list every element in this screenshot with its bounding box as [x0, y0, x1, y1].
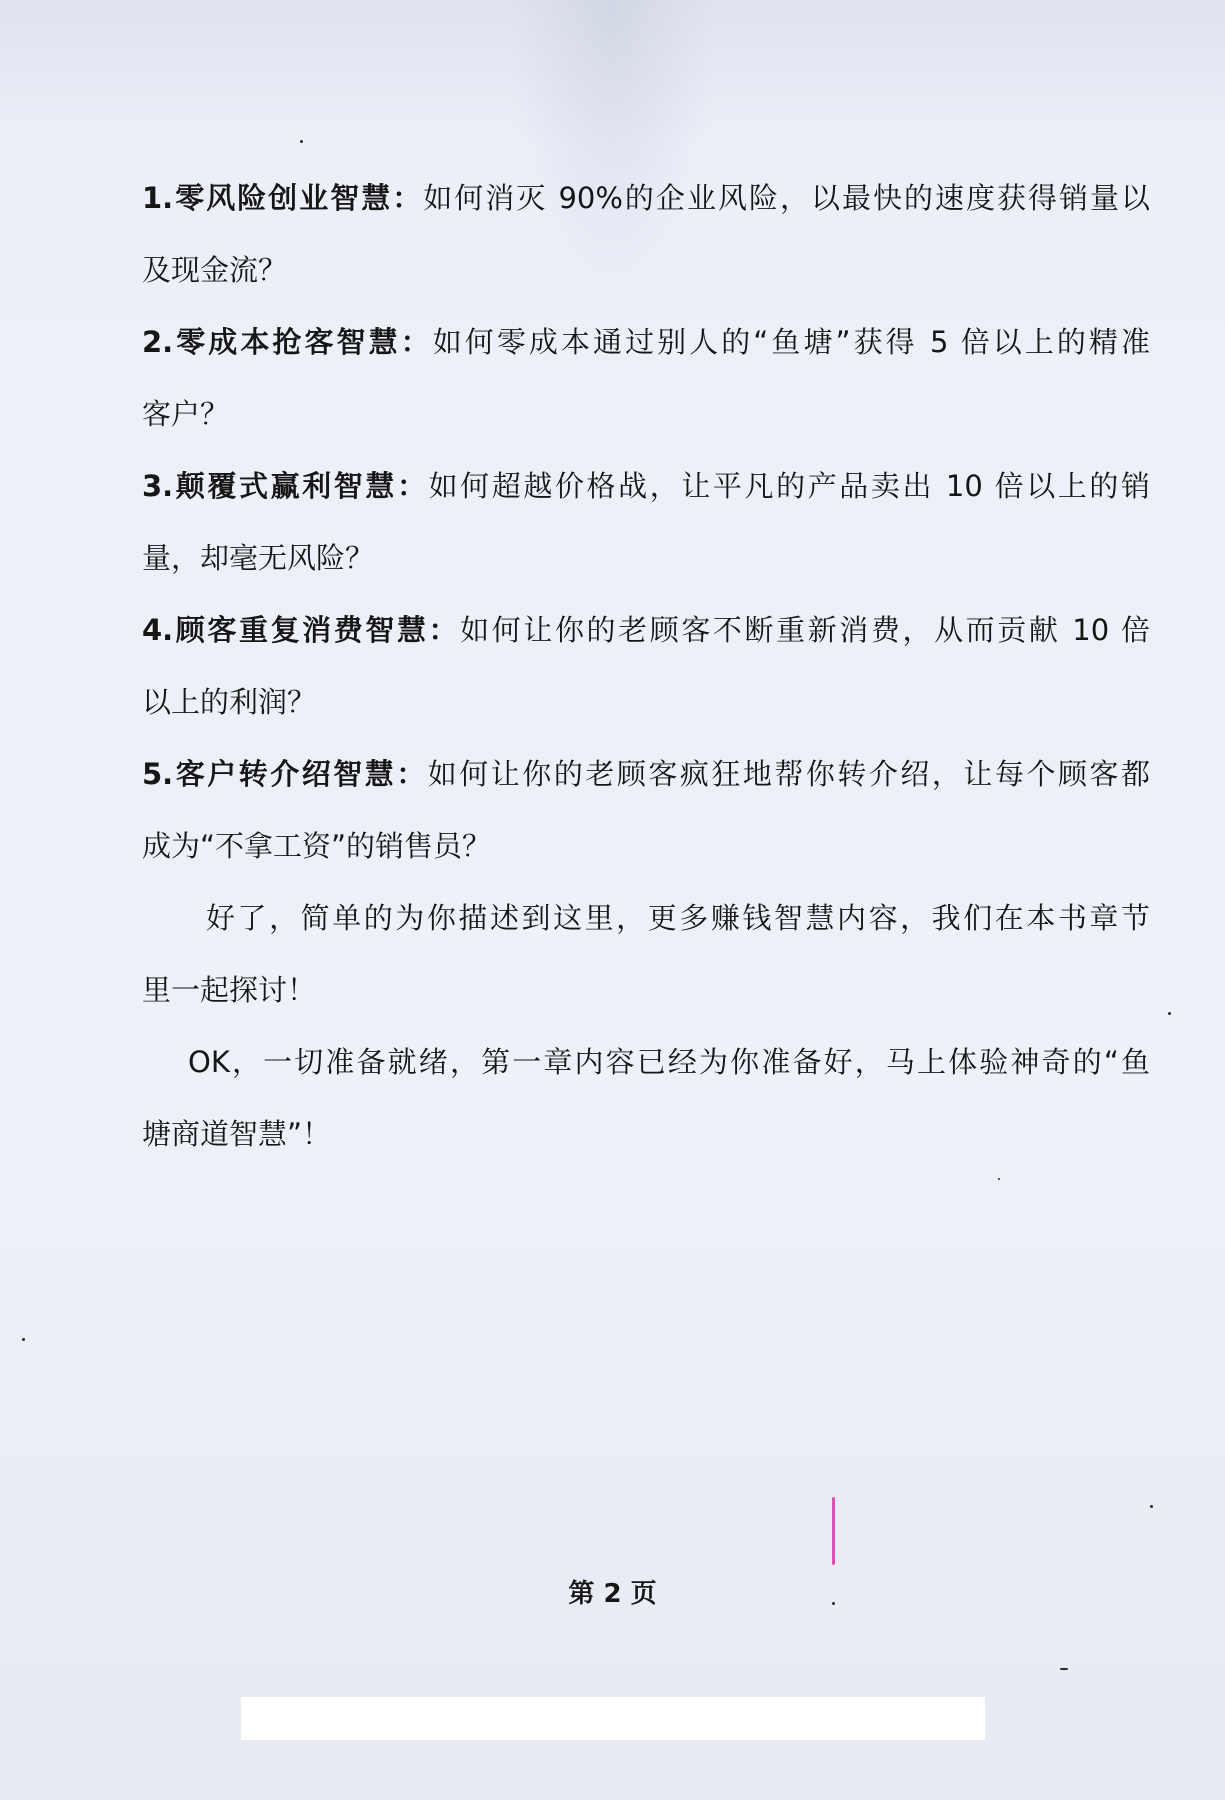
item-5-line-2: 成为“不拿工资”的销售员？ — [142, 829, 492, 863]
scan-speck — [832, 1602, 835, 1605]
pink-pen-mark — [832, 1497, 835, 1565]
item-2-text: 如何零成本通过别人的“鱼塘”获得 5 倍以上的精准 — [432, 325, 1150, 359]
paragraph-1-line-1: 好了，简单的为你描述到这里，更多赚钱智慧内容，我们在本书章节 — [206, 901, 1150, 935]
item-1-text: 如何消灭 90%的企业风险，以最快的速度获得销量以 — [423, 181, 1150, 215]
item-5-heading: 5.客户转介绍智慧： — [142, 757, 428, 791]
item-4-line-2: 以上的利润？ — [142, 685, 317, 719]
paragraph-2-line-2: 塘商道智慧”！ — [142, 1117, 332, 1151]
paragraph-2-line-1: OK，一切准备就绪，第一章内容已经为你准备好，马上体验神奇的“鱼 — [188, 1045, 1150, 1079]
item-4-line-1 — [142, 600, 1150, 672]
item-1-line-2: 及现金流？ — [142, 253, 288, 287]
item-5-text: 如何让你的老顾客疯狂地帮你转介绍，让每个顾客都 — [427, 757, 1150, 791]
page-body — [142, 168, 1150, 1176]
item-4-heading: 4.顾客重复消费智慧： — [142, 613, 461, 647]
item-2-heading: 2.零成本抢客智慧： — [142, 325, 433, 359]
scan-speck — [22, 1338, 25, 1341]
scan-speck — [998, 1178, 1000, 1180]
scan-speck — [1060, 1668, 1068, 1670]
item-3-line-2: 量，却毫无风险？ — [142, 541, 375, 575]
item-3-line-1 — [142, 456, 1150, 528]
item-2-line-2: 客户？ — [142, 397, 230, 431]
item-1-line-1 — [142, 168, 1150, 240]
item-4-text: 如何让你的老顾客不断重新消费，从而贡献 10 倍 — [460, 613, 1150, 647]
scan-speck — [1150, 1505, 1153, 1508]
item-2-line-1 — [142, 312, 1150, 384]
page-number: 第 2 页 — [568, 1579, 657, 1609]
scan-speck — [1168, 1012, 1171, 1015]
item-5-line-1 — [142, 744, 1150, 816]
redaction-strip — [241, 1697, 985, 1740]
item-3-heading: 3.颠覆式赢利智慧： — [142, 469, 429, 503]
scan-speck — [300, 140, 303, 143]
paragraph-1-line-2: 里一起探讨！ — [142, 973, 317, 1007]
item-1-heading: 1.零风险创业智慧： — [142, 181, 424, 215]
item-3-text: 如何超越价格战，让平凡的产品卖出 10 倍以上的销 — [428, 469, 1150, 503]
